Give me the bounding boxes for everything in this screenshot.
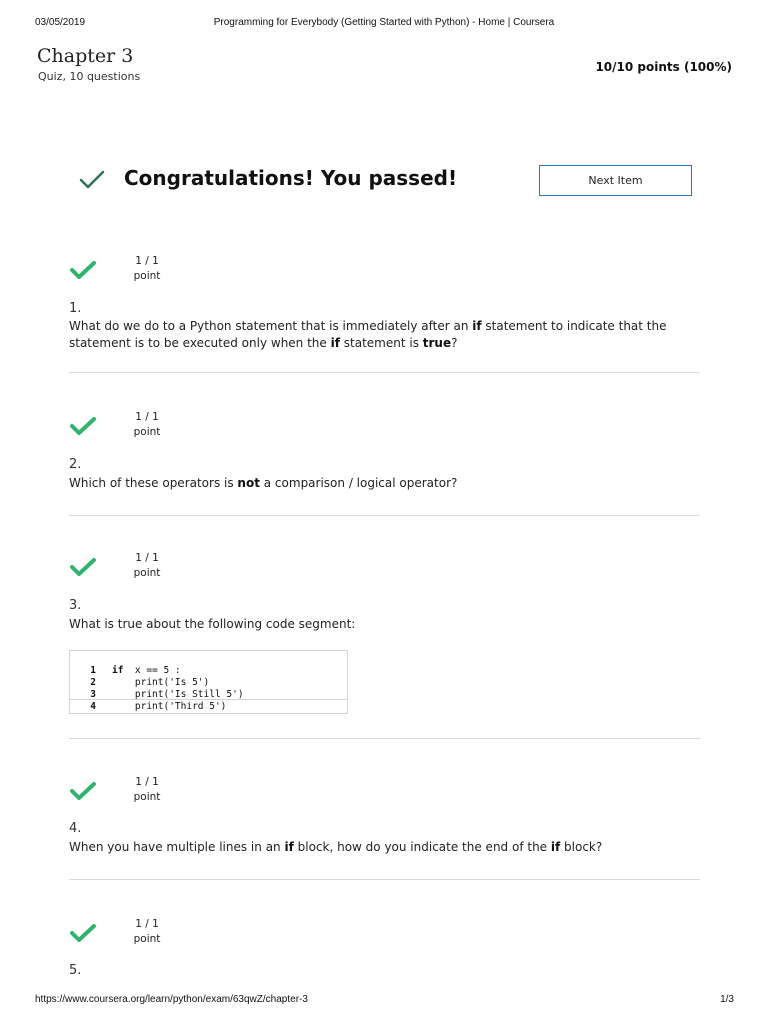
code-line: 1 if x == 5 : (70, 653, 347, 665)
points-value: 1 / 1 (135, 411, 159, 423)
question-points (117, 254, 177, 284)
correct-check-icon (69, 260, 97, 280)
points-label: point (133, 791, 161, 803)
code-line: 2 print('Is 5') (70, 665, 347, 677)
points-label: point (133, 426, 161, 438)
correct-check-icon (69, 416, 97, 436)
question-number: 1. (69, 301, 82, 316)
question-points (117, 551, 177, 581)
correct-check-icon (69, 557, 97, 577)
points-value: 1 / 1 (135, 552, 159, 564)
divider (69, 372, 700, 373)
divider (69, 738, 700, 739)
print-header (0, 17, 768, 31)
print-page-number: 1/3 (720, 994, 734, 1005)
points-label: point (133, 567, 161, 579)
print-page-title: Programming for Everybody (Getting Started with Python) - Home | Coursera (213, 17, 555, 28)
points-value: 1 / 1 (135, 255, 159, 267)
quiz-score: 10/10 points (100%) (595, 60, 732, 74)
line-number: 2 (90, 677, 96, 688)
line-number: 1 (90, 665, 96, 676)
code-editor (70, 651, 347, 712)
question-text: What do we do to a Python statement that is immediately after an if statement to indicate that the statement is to be executed only when the if statement is true? (69, 319, 667, 350)
code-line: 3 print('Is Still 5') (70, 677, 347, 689)
question-points (117, 775, 177, 805)
question-text: When you have multiple lines in an if block, how do you indicate the end of the if block? (69, 840, 603, 854)
points-value: 1 / 1 (135, 776, 159, 788)
code-line: 4 print('Third 5') (70, 689, 347, 701)
question-text: What is true about the following code segment: (69, 617, 356, 631)
line-number: 3 (90, 689, 96, 700)
line-number: 4 (90, 701, 96, 712)
passed-message: Congratulations! You passed! (124, 166, 458, 190)
correct-check-icon (69, 781, 97, 801)
print-date: 03/05/2019 (35, 17, 86, 28)
print-url: https://www.coursera.org/learn/python/exam/63qwZ/chapter-3 (35, 994, 308, 1005)
passed-check-icon (78, 167, 106, 193)
quiz-title: Chapter 3 (37, 45, 134, 67)
points-label: point (133, 933, 161, 945)
points-value: 1 / 1 (135, 918, 159, 930)
question-number: 5. (69, 963, 82, 978)
points-label: point (133, 270, 161, 282)
question-points (117, 410, 177, 440)
code-segment (69, 650, 348, 714)
next-item-button[interactable]: Next Item (539, 165, 692, 196)
divider (69, 879, 700, 880)
divider (69, 515, 700, 516)
correct-check-icon (69, 923, 97, 943)
question-text: Which of these operators is not a comparison / logical operator? (69, 476, 458, 490)
question-number: 4. (69, 821, 82, 836)
question-number: 3. (69, 598, 82, 613)
print-footer (0, 994, 768, 1008)
question-points (117, 917, 177, 947)
quiz-subtitle: Quiz, 10 questions (38, 70, 141, 83)
question-number: 2. (69, 457, 82, 472)
